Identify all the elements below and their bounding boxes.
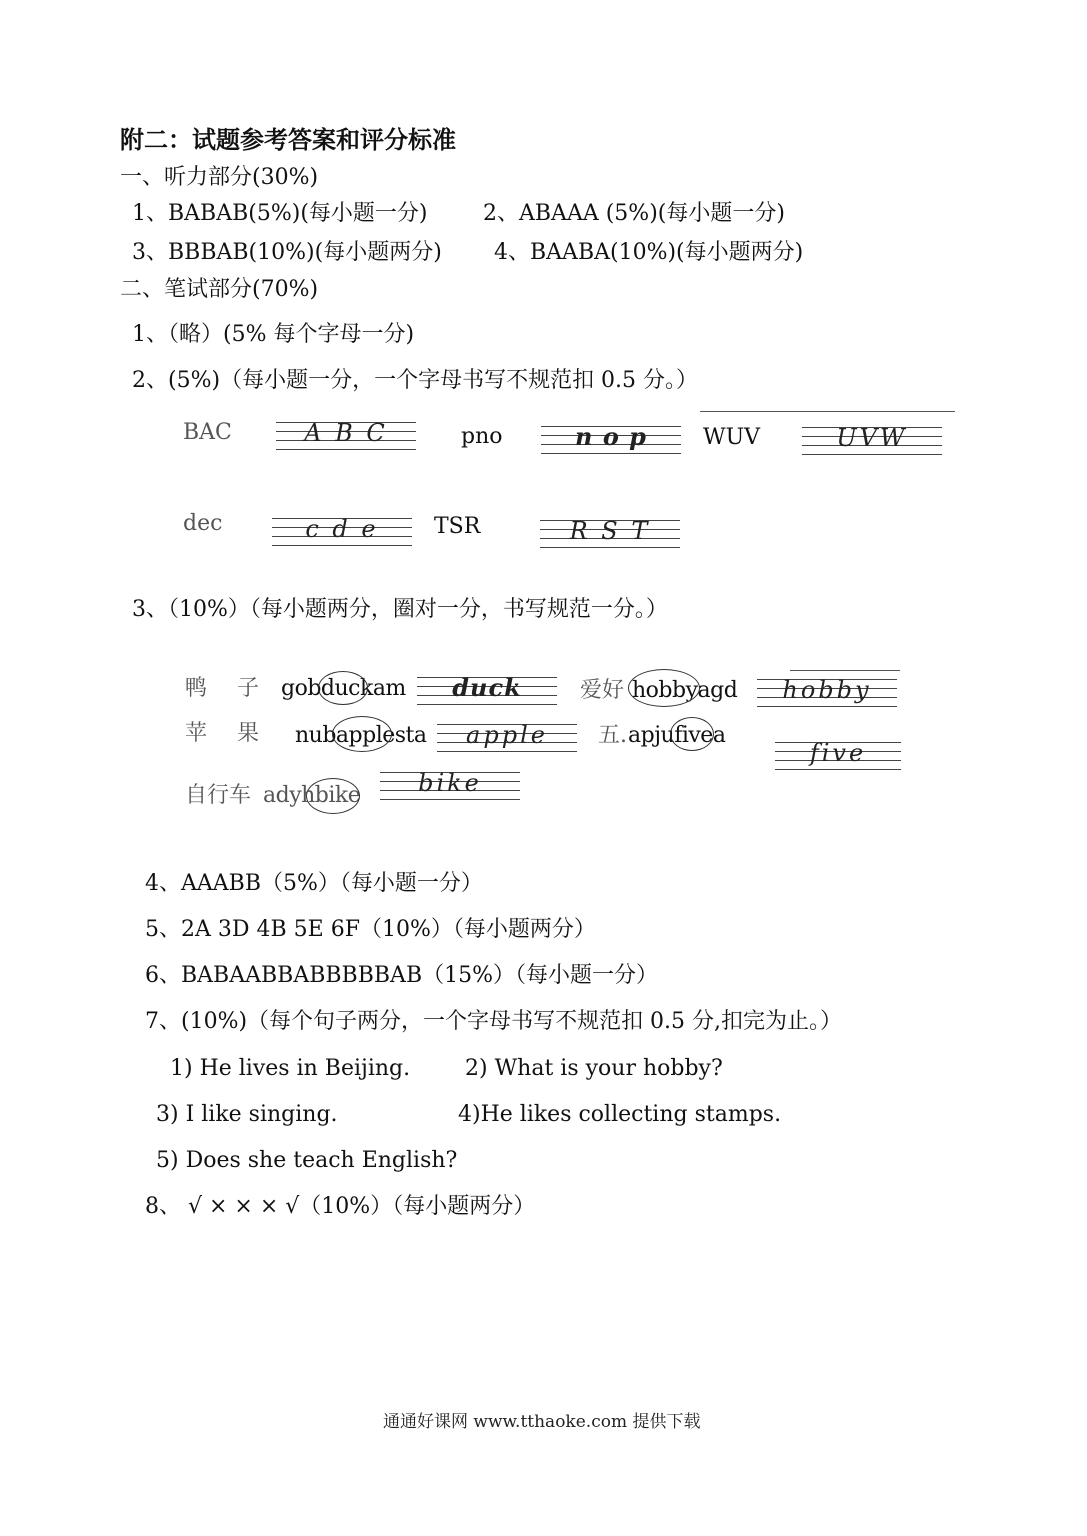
answer-circle [306, 778, 360, 814]
scan-edge-line [700, 411, 955, 412]
part2-q7: 7、(10%)（每个句子两分，一个字母书写不规范扣 0.5 分,扣完为止。） [145, 1009, 843, 1034]
q3-writing-lines [417, 675, 557, 705]
q2-writing-lines [540, 518, 680, 548]
q7-sentence: 4)He likes collecting stamps. [458, 1102, 782, 1127]
q3-letter-string: adyhbike [263, 783, 361, 808]
q2-handwritten-answer: n o p [575, 422, 647, 451]
q2-prompt: pno [461, 424, 503, 449]
q2-prompt: TSR [434, 514, 481, 539]
answer-circle [670, 717, 714, 751]
part2-q3: 3、（10%）（每小题两分，圈对一分，书写规范一分。） [132, 597, 668, 622]
q2-writing-lines [802, 425, 942, 455]
q3-chinese-word: 自行车 [185, 783, 252, 808]
q2-prompt: WUV [703, 425, 761, 450]
page-heading: 附二：试题参考答案和评分标准 [120, 125, 456, 154]
q2-prompt: BAC [183, 420, 232, 445]
q3-letter-string: nubapplesta [295, 723, 427, 748]
part1-answer-2: 2、ABAAA (5%)(每小题一分) [483, 201, 785, 226]
q3-handwritten-answer: hobby [782, 676, 872, 704]
q3-letter-string: apjufivea [628, 723, 726, 748]
q3-handwritten-answer: bike [418, 769, 482, 797]
q3-handwritten-answer: five [809, 739, 867, 767]
part2-q6: 6、BABAABBABBBBBAB（15%）（每小题一分） [145, 963, 659, 988]
page-footer: 通通好课网 www.tthaoke.com 提供下载 [383, 1412, 701, 1432]
q3-writing-lines [775, 740, 901, 770]
part1-answer-1: 1、BABAB(5%)(每小题一分) [132, 201, 428, 226]
q3-letter-string: gobduckam [281, 676, 406, 701]
answer-circle [628, 669, 700, 707]
q2-prompt: dec [183, 511, 223, 536]
q3-chinese-word: 苹 果 [185, 721, 264, 746]
part2-q8: 8、 √ × × × √（10%）（每小题两分） [145, 1194, 536, 1219]
q3-handwritten-answer: apple [466, 721, 548, 749]
q3-handwritten-answer: duck [452, 673, 522, 702]
scan-edge-line [790, 670, 900, 671]
q3-chinese-word: 爱好 [580, 678, 625, 703]
answer-circle [332, 716, 392, 752]
part2-title: 二、笔试部分(70%) [120, 277, 319, 302]
q7-sentence: 2) What is your hobby? [465, 1056, 723, 1081]
q7-sentence: 5) Does she teach English? [156, 1148, 458, 1173]
q2-handwritten-answer: R S T [569, 517, 651, 545]
part1-title: 一、听力部分(30%) [120, 165, 319, 190]
part2-q1: 1、（略）(5% 每个字母一分) [132, 322, 415, 347]
q3-chinese-word: 鸭 子 [185, 676, 264, 701]
q2-handwritten-answer: UVW [836, 424, 908, 452]
part2-q5: 5、2A 3D 4B 5E 6F（10%）（每小题两分） [145, 917, 596, 942]
q3-writing-lines [380, 770, 520, 800]
q2-writing-lines [541, 424, 681, 454]
q3-writing-lines [757, 677, 897, 707]
q7-sentence: 3) I like singing. [156, 1102, 338, 1127]
q2-handwritten-answer: c d e [305, 515, 379, 543]
q7-sentence: 1) He lives in Beijing. [170, 1056, 411, 1081]
q3-letter-string: hobbyagd [632, 678, 738, 703]
q3-writing-lines [437, 722, 577, 752]
answer-circle [318, 671, 368, 705]
part1-answer-3: 3、BBBAB(10%)(每小题两分) [132, 240, 442, 265]
q2-handwritten-answer: A B C [304, 419, 388, 447]
q3-chinese-word: 五. [598, 723, 627, 748]
q2-writing-lines [272, 516, 412, 546]
part2-q2: 2、(5%)（每小题一分，一个字母书写不规范扣 0.5 分。） [132, 368, 699, 393]
q2-writing-lines [276, 420, 416, 450]
part2-q4: 4、AAABB（5%）（每小题一分） [145, 871, 483, 896]
part1-answer-4: 4、BAABA(10%)(每小题两分) [494, 240, 804, 265]
